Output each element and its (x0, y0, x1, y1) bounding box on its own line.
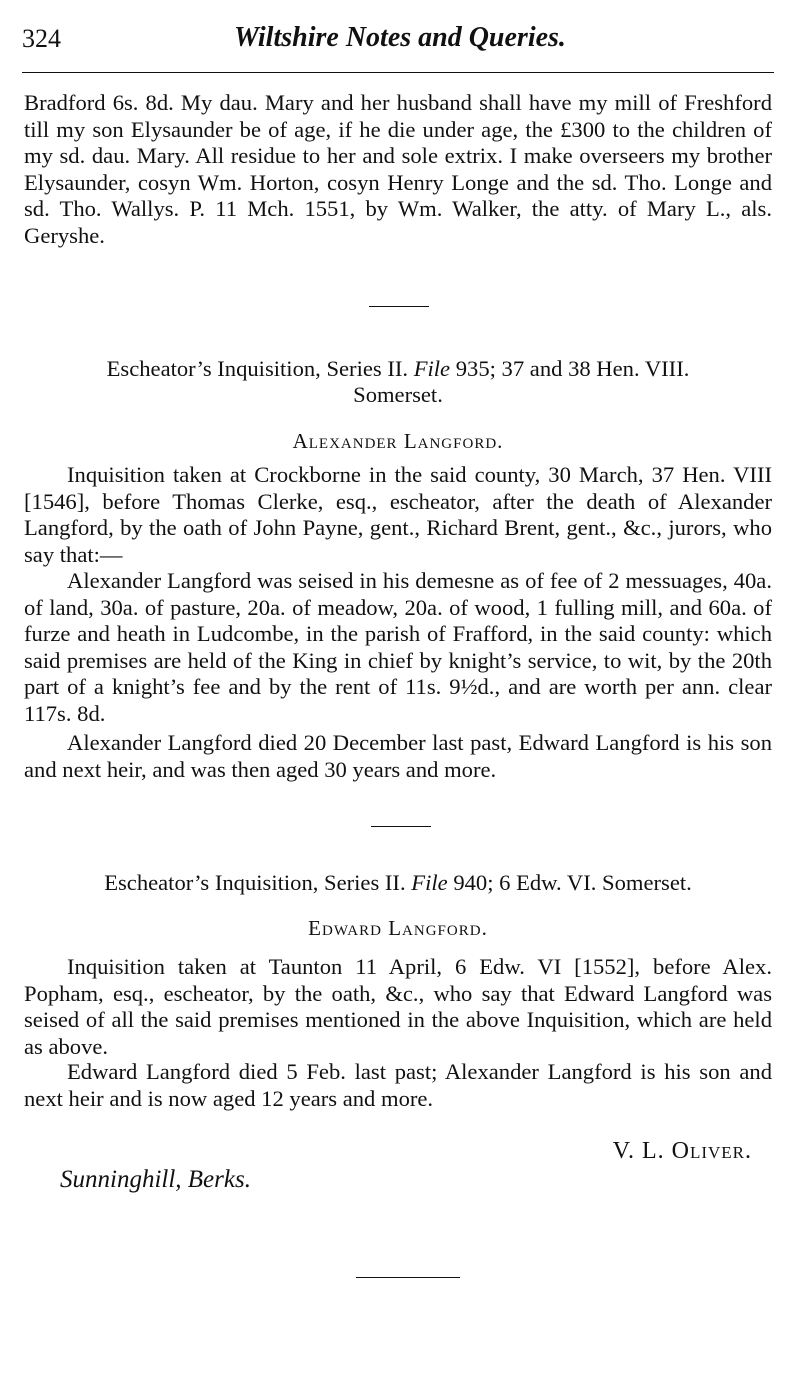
source-suffix: 940; 6 Edw. VI. Somerset. (453, 870, 692, 895)
place-signature: Sunninghill, Berks. (60, 1166, 251, 1193)
inquisition-paragraph: Inquisition taken at Taunton 11 April, 6 Edw. VI [1552], before Alex. Popham, esq., escheator, by the oath, &c., who say that Edward Langford was seised of all the said premises mentioned in the above Inquisition, which are held as above. (24, 954, 772, 1059)
county-line: Somerset. (353, 382, 443, 407)
running-title: Wiltshire Notes and Queries. (234, 22, 566, 53)
page-header (0, 22, 800, 62)
source-prefix: Escheator’s Inquisition, Series II. (104, 870, 406, 895)
author-signature: V. L. Oliver. (612, 1138, 752, 1164)
death-paragraph: Alexander Langford died 20 December last past, Edward Langford is his son and next heir, and was then aged 30 years and more. (24, 730, 772, 782)
death-paragraph: Edward Langford died 5 Feb. last past; Alexander Langford is his son and next heir and is now aged 12 years and more. (24, 1059, 772, 1111)
will-continuation-paragraph: Bradford 6s. 8d. My dau. Mary and her husband shall have my mill of Freshford till my son Elysaunder be of age, if he die under age, the £300 to the children of my sd. dau. Mary. All residue to her and sole extrix. I make overseers my brother Elysaunder, cosyn Wm. Horton, cosyn Henry Longe and the sd. Tho. Longe and sd. Tho. Wallys. P. 11 Mch. 1551, by Wm. Walker, the atty. of Mary L., als. Geryshe. (24, 90, 772, 248)
file-label: File (413, 356, 451, 381)
person-heading: Edward Langford. (308, 916, 488, 940)
inquisition-paragraph: Inquisition taken at Crockborne in the said county, 30 March, 37 Hen. VIII [1546], before Thomas Clerke, esq., escheator, after the death of Alexander Langford, by the oath of John Payne, gent., Richard Brent, gent., &c., jurors, who say that:— (24, 462, 772, 567)
section-divider (369, 306, 429, 307)
inquisition-source-heading (24, 870, 772, 897)
page-number: 324 (22, 24, 61, 53)
holdings-paragraph: Alexander Langford was seised in his demesne as of fee of 2 messuages, 40a. of land, 30a. of pasture, 20a. of meadow, 20a. of wood, 1 fulling mill, and 60a. of furze and heath in Ludcombe, in the parish of Frafford, in the said county: which said premises are held of the King in chief by knight’s service, to wit, by the 20th part of a knight’s fee and by the rent of 11s. 9½d., and are worth per ann. clear 117s. 8d. (24, 568, 772, 726)
source-suffix: 935; 37 and 38 Hen. VIII. (455, 356, 690, 381)
section-divider (371, 826, 431, 827)
header-rule (22, 72, 774, 73)
person-heading: Alexander Langford. (292, 429, 504, 453)
source-prefix: Escheator’s Inquisition, Series II. (106, 356, 409, 381)
end-rule (356, 1277, 460, 1278)
file-label: File (411, 870, 448, 895)
inquisition-source-heading (24, 355, 772, 382)
